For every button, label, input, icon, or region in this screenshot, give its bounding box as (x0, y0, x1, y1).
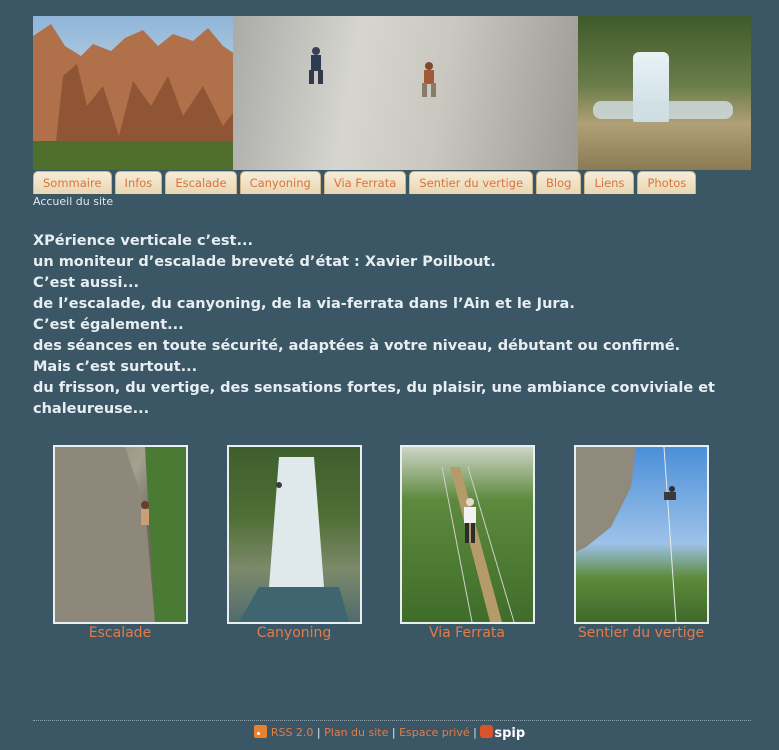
escalade-photo[interactable] (53, 445, 188, 624)
intro-line: un moniteur d’escalade breveté d’état : Xavier Poilbout. (33, 254, 496, 270)
intro-text (33, 231, 733, 420)
bridge-icon (402, 447, 533, 622)
tab-via-ferrata[interactable]: Via Ferrata (324, 171, 406, 194)
gallery-item-escalade (40, 445, 200, 641)
canyoning-link[interactable]: Canyoning (256, 625, 332, 641)
intro-line: Mais c’est surtout... (33, 359, 198, 375)
climber-figure (305, 46, 327, 86)
tab-photos[interactable]: Photos (637, 171, 696, 194)
escalade-link[interactable]: Escalade (88, 625, 152, 641)
gallery-item-canyoning (214, 445, 374, 641)
banner-rock-peaks (33, 16, 238, 170)
breadcrumb[interactable]: Accueil du site (33, 195, 114, 208)
gallery-item-via-ferrata (387, 445, 547, 641)
sentier-du-vertige-photo[interactable] (574, 445, 709, 624)
footer-divider (33, 720, 751, 721)
tab-blog[interactable]: Blog (536, 171, 581, 194)
tab-sommaire[interactable]: Sommaire (33, 171, 112, 194)
footer-separator: | (473, 726, 477, 739)
intro-line: des séances en toute sécurité, adaptées à votre niveau, débutant ou confirmé. (33, 338, 681, 354)
climber-icon (55, 447, 186, 622)
rappel-icon (576, 447, 707, 622)
climber-figure (418, 61, 440, 101)
main-nav (33, 171, 696, 194)
plan-du-site-link[interactable]: Plan du site (324, 726, 389, 739)
tab-liens[interactable]: Liens (584, 171, 634, 194)
canyoning-photo[interactable] (227, 445, 362, 624)
header-banner (33, 16, 751, 170)
waterfall-icon (229, 447, 360, 622)
tab-infos[interactable]: Infos (115, 171, 163, 194)
via-ferrata-link[interactable]: Via Ferrata (428, 625, 505, 641)
intro-line: C’est également... (33, 317, 184, 333)
rss-link[interactable]: RSS 2.0 (270, 726, 314, 739)
rss-icon[interactable] (254, 725, 267, 738)
footer-separator: | (316, 726, 321, 739)
intro-line: XPérience verticale c’est... (33, 233, 253, 249)
footer (0, 725, 779, 741)
tab-canyoning[interactable]: Canyoning (240, 171, 321, 194)
intro-line: C’est aussi... (33, 275, 139, 291)
waterfall-pool (593, 101, 733, 119)
espace-prive-link[interactable]: Espace privé (399, 726, 470, 739)
tab-sentier-du-vertige[interactable]: Sentier du vertige (409, 171, 533, 194)
tab-escalade[interactable]: Escalade (165, 171, 236, 194)
spip-logo-icon[interactable] (480, 725, 493, 738)
gallery-item-sentier-du-vertige (561, 445, 721, 641)
via-ferrata-photo[interactable] (400, 445, 535, 624)
banner-rock-wall (233, 16, 578, 170)
sentier-du-vertige-link[interactable]: Sentier du vertige (577, 625, 705, 641)
intro-line: de l’escalade, du canyoning, de la via-ferrata dans l’Ain et le Jura. (33, 296, 575, 312)
footer-separator: | (391, 726, 396, 739)
intro-line: du frisson, du vertige, des sensations fortes, du plaisir, une ambiance conviviale et chaleureuse... (33, 380, 715, 417)
spip-logo[interactable]: spip (494, 726, 526, 741)
